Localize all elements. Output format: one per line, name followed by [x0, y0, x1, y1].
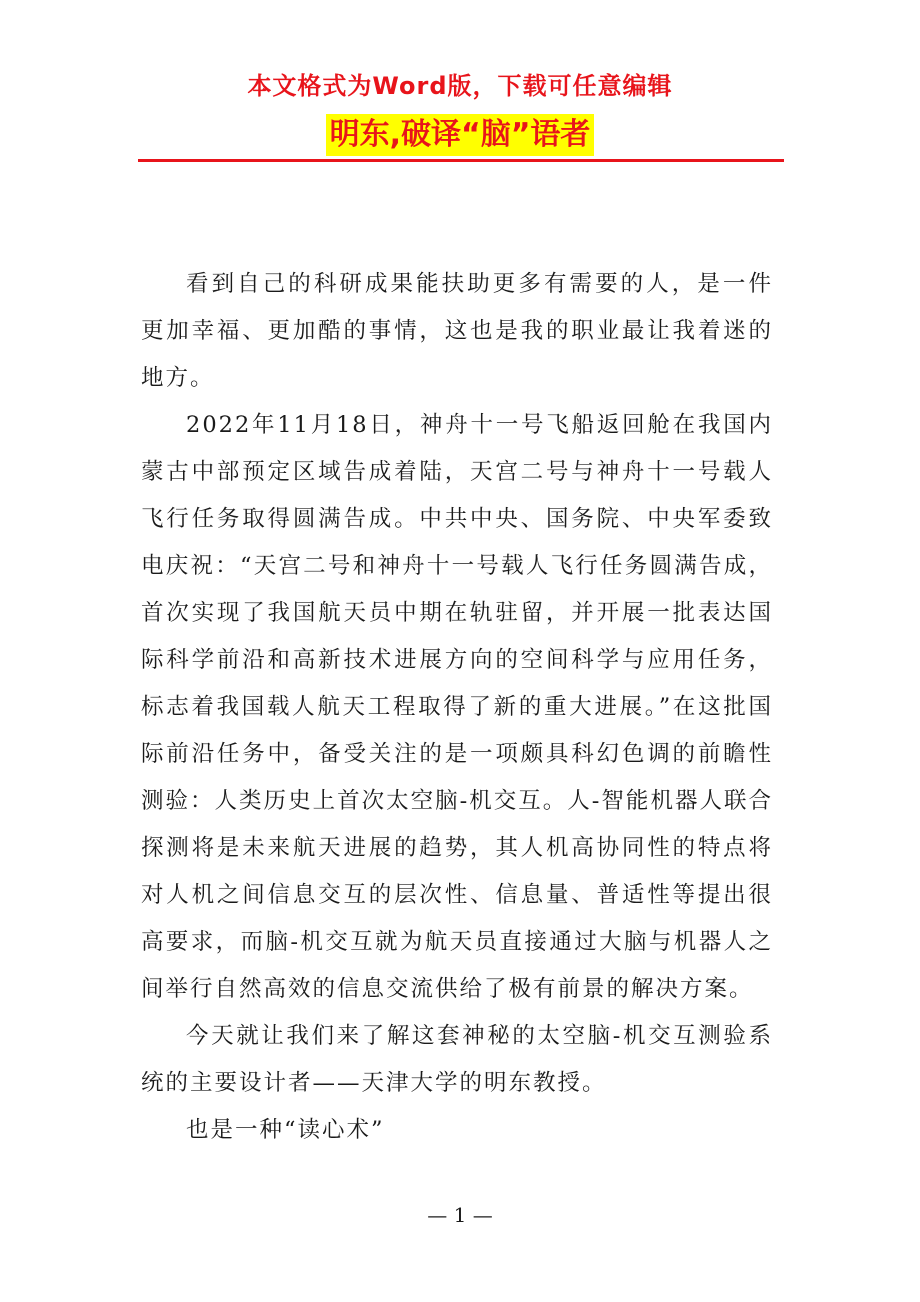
- title-container: [0, 114, 920, 156]
- paragraph-intro: 看到自己的科研成果能扶助更多有需要的人，是一件更加幸福、更加酷的事情，这也是我的职业最让我着迷的地方。: [141, 271, 773, 391]
- section-heading: 也是一种“读心术”: [186, 1117, 385, 1143]
- document-title: 明东,破译“脑”语者: [326, 114, 595, 156]
- article-body: [141, 261, 773, 1154]
- page-number: — 1 —: [427, 1203, 493, 1227]
- header-divider: [138, 159, 784, 162]
- paragraph-mission: 2022年11月18日，神舟十一号飞船返回舱在我国内蒙古中部预定区域告成着陆，天宫二号与神舟十一号载人飞行任务取得圆满告成。中共中央、国务院、中央军委致电庆祝：“天宫二号和神舟十一号载人飞行任务圆满告成，首次实现了我国航天员中期在轨驻留，并开展一批表达国际科学前沿和高新技术进展方向的空间科学与应用任务，标志着我国载人航天工程取得了新的重大进展。”在这批国际前沿任务中，备受关注的是一项颇具科幻色调的前瞻性测验：人类历史上首次太空脑-机交互。人-智能机器人联合探测将是未来航天进展的趋势，其人机高协同性的特点将对人机之间信息交互的层次性、信息量、普适性等提出很高要求，而脑-机交互就为航天员直接通过大脑与机器人之间举行自然高效的信息交流供给了极有前景的解决方案。: [141, 412, 773, 1002]
- paragraph-professor: 今天就让我们来了解这套神秘的太空脑-机交互测验系统的主要设计者——天津大学的明东教授。: [141, 1023, 773, 1096]
- format-notice: 本文格式为Word版，下载可任意编辑: [247, 72, 673, 100]
